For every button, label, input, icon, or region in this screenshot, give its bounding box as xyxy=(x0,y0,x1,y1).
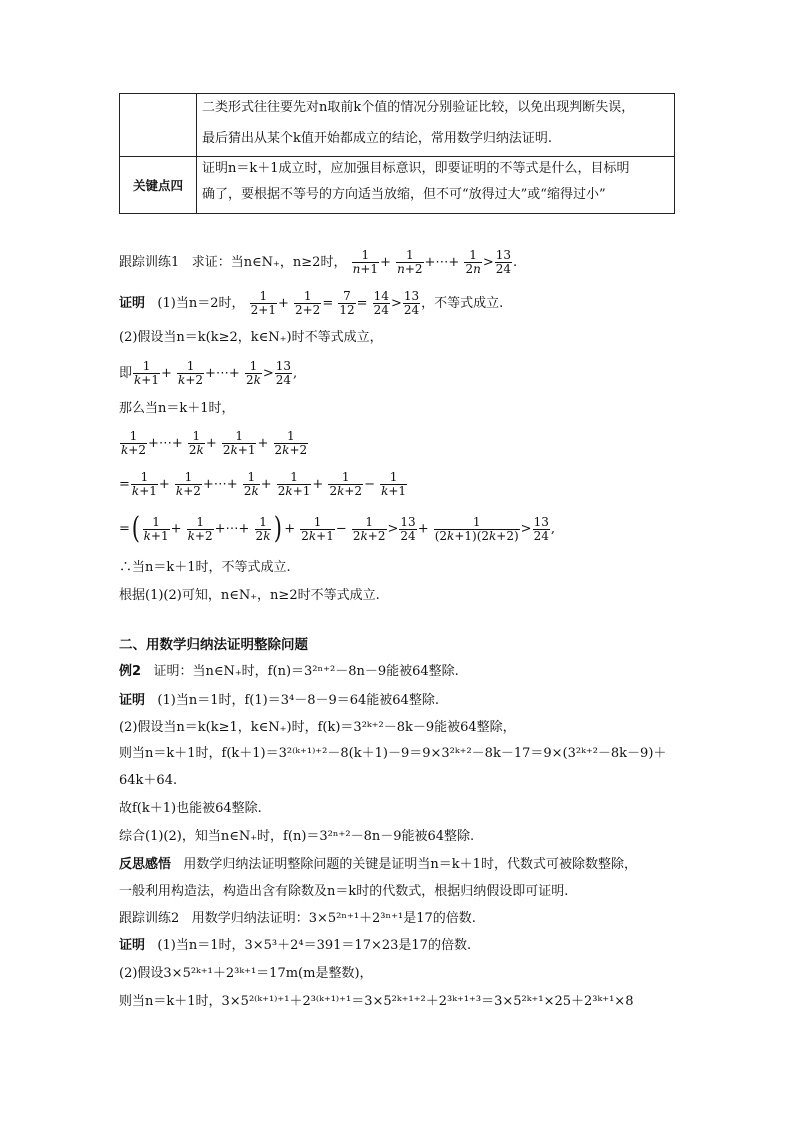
drill1-conclude: ∴当n＝k＋1时，不等式成立. xyxy=(119,560,291,575)
key-points-table xyxy=(119,93,675,214)
example2 xyxy=(119,664,459,680)
table-text-line: 二类形式往往要先对n取前k个值的情况分别验证比较，以免出现判断失误， xyxy=(202,100,635,115)
drill1-step1: 证明 (1)当n＝2时， $\frac{1}{2+1}$ + $\frac{1}{2+2}$ = $\frac{7}{12}$ = $\frac{14}{24}$ > $\frac{13}{24}$ ，不等式成立. xyxy=(119,289,504,317)
table-text-line: 确了，要根据不等号的方向适当放缩，但不可“放得过大”或“缩得过小” xyxy=(202,187,606,202)
table-cell-content xyxy=(202,157,668,213)
formula-line: = $\frac{1}{k+1}$ + $\frac{1}{k+2}$ +⋯+ $\frac{1}{2k}$ + $\frac{1}{2k+1}$ + $\frac{1}{2k+2}$ − $\frac{1}{k+1}$ xyxy=(119,470,407,498)
drill2-label: 跟踪训练2 xyxy=(119,911,180,926)
step1-suffix: ，不等式成立. xyxy=(421,296,504,311)
drill2-step3: 则当n＝k＋1时，3×5²⁽ᵏ⁺¹⁾⁺¹＋2³⁽ᵏ⁺¹⁾⁺¹＝3×5²ᵏ⁺¹⁺²＋2³ᵏ⁺¹⁺³＝3×5²ᵏ⁺¹×25＋2³ᵏ⁺¹×8 xyxy=(119,994,634,1009)
drill1-final: 根据(1)(2)可知，n∈N₊，n≥2时不等式成立. xyxy=(119,588,380,603)
proof-label: 证明 xyxy=(119,296,146,311)
proof-label: 证明 xyxy=(119,938,146,953)
table-cell-content xyxy=(202,94,668,156)
example2-step4: 故f(k＋1)也能被64整除. xyxy=(119,801,262,816)
drill1-then: 那么当n＝k＋1时， xyxy=(119,401,235,416)
example2-step3: 则当n＝k＋1时，f(k＋1)＝3²⁽ᵏ⁺¹⁾⁺²－8(k＋1)－9＝9×3²ᵏ⁺²－8k－17＝9×(3²ᵏ⁺²－8k－9)＋ xyxy=(119,746,667,761)
reflect-text: 用数学归纳法证明整除问题的关键是证明当n＝k＋1时，代数式可被除数整除， xyxy=(183,857,637,872)
example-label: 例2 xyxy=(119,664,142,679)
step-text: (1)当n＝1时，f(1)＝3⁴－8－9＝64能被64整除. xyxy=(157,693,439,708)
drill2-text: 用数学归纳法证明：3×5²ⁿ⁺¹＋2³ⁿ⁺¹是17的倍数. xyxy=(191,911,476,926)
formula-line: =( $\frac{1}{k+1}$ + $\frac{1}{k+2}$ +⋯+ $\frac{1}{2k}$ ) + $\frac{1}{2k+1}$ − $\frac{1}{2k+2}$ > $\frac{13}{24}$ + $\frac{1}{(2k+1)(2k+2)}$ > $\frac{13}{24}$ , xyxy=(119,511,555,546)
example2-step1 xyxy=(119,693,439,709)
table-text-line: 证明n＝k＋1成立时，应加强目标意识，即要证明的不等式是什么，目标明 xyxy=(202,161,630,176)
drill1-statement-text: 求证：当n∈N₊，n≥2时， xyxy=(191,255,347,270)
reflect-label: 反思感悟 xyxy=(119,857,172,872)
example2-step3b: 64k＋64. xyxy=(119,773,178,788)
step1-prefix: (1)当n＝2时， xyxy=(157,296,245,311)
table-cell-label: 关键点四 xyxy=(120,157,197,213)
reflection xyxy=(119,857,637,873)
example2-step2: (2)假设当n＝k(k≥1，k∈N₊)时，f(k)＝3²ᵏ⁺²－8k－9能被64整除， xyxy=(119,720,516,735)
drill1-step2: (2)假设当n＝k(k≥2，k∈N₊)时不等式成立， xyxy=(119,330,383,345)
drill1-statement: 跟踪训练1 求证：当n∈N₊，n≥2时， $\frac{1}{n+1}$ + $\frac{1}{n+2}$ +⋯+ $\frac{1}{2n}$ > $\frac{13}{24}$ . xyxy=(119,248,518,276)
example-text: 证明：当n∈N₊时，f(n)＝3²ⁿ⁺²－8n－9能被64整除. xyxy=(153,664,459,679)
table-text-line: 最后猜出从某个k值开始都成立的结论，常用数学归纳法证明. xyxy=(202,131,553,146)
drill1-hypothesis: 即 $\frac{1}{k+1}$ + $\frac{1}{k+2}$ +⋯+ $\frac{1}{2k}$ > $\frac{13}{24}$ , xyxy=(119,359,298,387)
example2-step5: 综合(1)(2)，知当n∈N₊时，f(n)＝3²ⁿ⁺²－8n－9能被64整除. xyxy=(119,829,475,844)
ji-label: 即 xyxy=(119,366,133,381)
table-cell-empty xyxy=(120,94,197,156)
step-text: (1)当n＝1时，3×5³＋2⁴＝391＝17×23是17的倍数. xyxy=(157,938,472,953)
drill2-statement xyxy=(119,911,476,927)
formula-line: $\frac{1}{k+2}$ +⋯+ $\frac{1}{2k}$ + $\frac{1}{2k+1}$ + $\frac{1}{2k+2}$ xyxy=(121,429,308,457)
section-heading: 二、用数学归纳法证明整除问题 xyxy=(119,637,308,653)
drill1-label: 跟踪训练1 xyxy=(119,255,180,270)
reflection-line2: 一般利用构造法，构造出含有除数及n＝k时的代数式，根据归纳假设即可证明. xyxy=(119,884,569,899)
proof-label: 证明 xyxy=(119,693,146,708)
table-row xyxy=(120,157,674,213)
drill2-step2: (2)假设3×5²ᵏ⁺¹＋2³ᵏ⁺¹＝17m(m是整数)， xyxy=(119,966,373,981)
drill2-step1 xyxy=(119,938,471,954)
table-row xyxy=(120,94,674,157)
